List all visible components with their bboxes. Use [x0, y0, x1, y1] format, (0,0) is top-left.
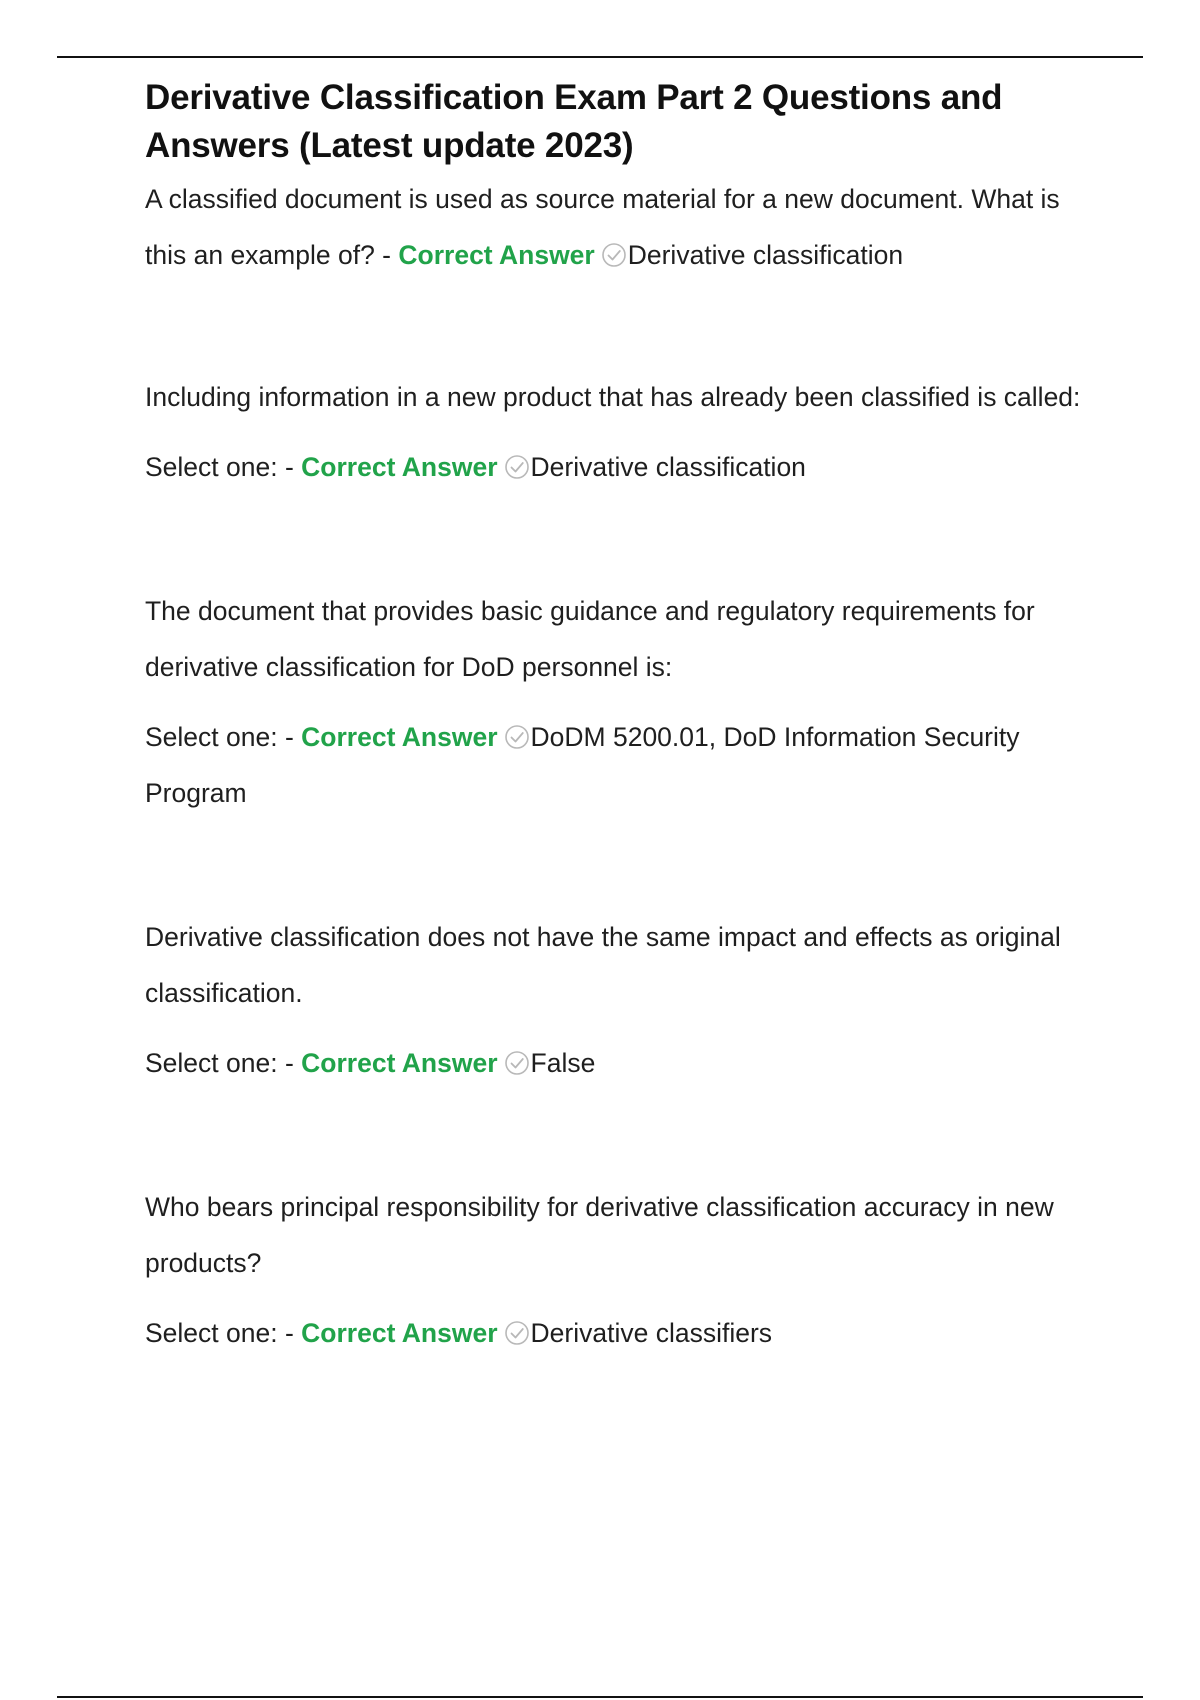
answer-text: False: [530, 1048, 596, 1078]
separator: -: [374, 240, 399, 270]
page-title: Derivative Classification Exam Part 2 Questions and Answers (Latest update 2023): [145, 78, 1003, 165]
bottom-rule: [57, 1696, 1143, 1698]
correct-answer-label: Correct Answer: [301, 722, 498, 752]
select-one-label: Select one:: [145, 1318, 278, 1348]
answer-text: Derivative classification: [627, 240, 904, 270]
top-rule: [57, 56, 1143, 58]
separator: -: [277, 452, 302, 482]
answer-line: [145, 1305, 1105, 1361]
select-one-label: Select one:: [145, 452, 278, 482]
document-body: [145, 74, 1105, 1361]
check-circle-icon: [504, 724, 530, 750]
question-text: Including information in a new product that has already been classified is called:: [145, 382, 1081, 412]
question-text: A classified document is used as source material for a new document. What is this an example of?: [145, 184, 1060, 270]
correct-answer-label: Correct Answer: [398, 240, 595, 270]
answer-line: [145, 1035, 1105, 1091]
answer-text: Derivative classifiers: [530, 1318, 773, 1348]
separator: -: [277, 722, 302, 752]
check-circle-icon: [504, 1050, 530, 1076]
correct-answer-label: Correct Answer: [301, 1318, 498, 1348]
select-one-label: Select one:: [145, 722, 278, 752]
check-circle-icon: [504, 454, 530, 480]
check-circle-icon: [601, 242, 627, 268]
qa-item-1: [145, 171, 1105, 283]
question-text: The document that provides basic guidance and regulatory requirements for derivative classification for DoD personnel is:: [145, 596, 1035, 682]
select-one-label: Select one:: [145, 1048, 278, 1078]
check-circle-icon: [504, 1320, 530, 1346]
answer-text: DoDM 5200.01, DoD Information Security Program: [145, 722, 1020, 808]
separator: -: [277, 1048, 302, 1078]
correct-answer-label: Correct Answer: [301, 1048, 498, 1078]
separator: -: [277, 1318, 302, 1348]
answer-line: [145, 709, 1105, 821]
answer-text: Derivative classification: [530, 452, 806, 482]
answer-line: [145, 439, 1105, 495]
correct-answer-label: Correct Answer: [301, 452, 498, 482]
question-text: Derivative classification does not have the same impact and effects as original classification.: [145, 922, 1061, 1008]
question-text: Who bears principal responsibility for derivative classification accuracy in new products?: [145, 1192, 1054, 1278]
